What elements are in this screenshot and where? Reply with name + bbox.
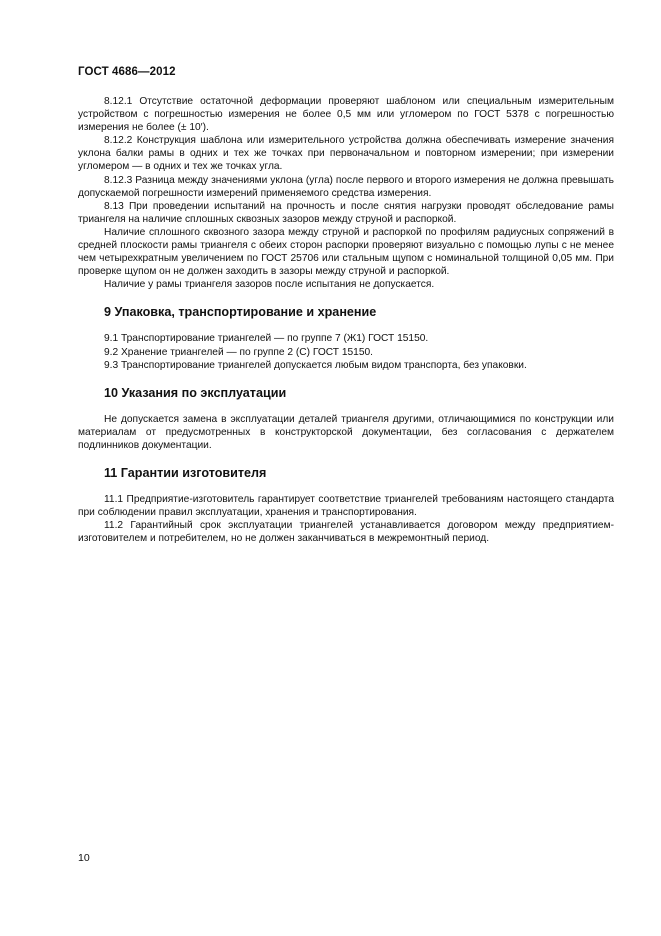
paragraph-11-2: 11.2 Гарантийный срок эксплуатации триангелей устанавливается договором между предприятием-изготовителем и потребителем, но не должен заканчиваться в межремонтный период. <box>78 520 614 545</box>
document-body <box>78 95 614 545</box>
paragraph-11-1: 11.1 Предприятие-изготовитель гарантирует соответствие триангелей требованиям настоящего стандарта при соблюдении правил эксплуатации, хранения и транспортирования. <box>78 493 614 519</box>
section-9-heading: 9 Упаковка, транспортирование и хранение <box>104 305 377 320</box>
paragraph-9-1: 9.1 Транспортирование триангелей — по группе 7 (Ж1) ГОСТ 15150. <box>104 333 429 345</box>
paragraph-gap-check: Наличие сплошного сквозного зазора между струной и распоркой по профилям радиусных сопряжений в средней плоскости рамы триангеля с обеих сторон распорки проверяют визуально с помощью лупы с не менее чем четырехкратным увеличением по ГОСТ 25706 или стальным щупом с номинальной толщиной 0,05 мм. При проверке щупом он не должен заходить в зазоры между струной и распоркой. <box>78 226 614 278</box>
paragraph-8-12-3: 8.12.3 Разница между значениями уклона (угла) после первого и второго измерения не должна превышать допускаемой погрешности измерений применяемого средства измерения. <box>78 174 614 199</box>
document-header: ГОСТ 4686—2012 <box>78 66 176 78</box>
paragraph-gap-not-allowed: Наличие у рамы триангеля зазоров после испытания не допускается. <box>104 279 435 291</box>
paragraph-8-12-1: 8.12.1 Отсутствие остаточной деформации проверяют шаблоном или специальным измерительным устройством с погрешностью измерения не более 0,5 мм или угломером по ГОСТ 5378 с погрешностью измерения не более (± 10′). <box>78 96 614 134</box>
page-number: 10 <box>78 852 90 864</box>
paragraph-8-12-2: 8.12.2 Конструкция шаблона или измерительного устройства должна обеспечивать измерение значения уклона балки рамы в одних и тех же точках при первоначальном и повторном измерении; при измерении угломером — в одних и тех же точках угла. <box>78 135 614 173</box>
paragraph-10: Не допускается замена в эксплуатации деталей триангеля другими, отличающимися по конструкции или материалам от предусмотренных в конструкторской документации, без согласования с держателем подлинников документации. <box>78 413 614 451</box>
paragraph-8-13: 8.13 При проведении испытаний на прочность и после снятия нагрузки проводят обследование рамы триангеля на наличие сплошных сквозных зазоров между струной и распоркой. <box>78 200 614 225</box>
paragraph-9-2: 9.2 Хранение триангелей — по группе 2 (С) ГОСТ 15150. <box>104 346 373 358</box>
paragraph-9-3: 9.3 Транспортирование триангелей допускается любым видом транспорта, без упаковки. <box>104 359 527 371</box>
section-11-heading: 11 Гарантии изготовителя <box>104 465 267 480</box>
section-10-heading: 10 Указания по эксплуатации <box>104 385 287 400</box>
